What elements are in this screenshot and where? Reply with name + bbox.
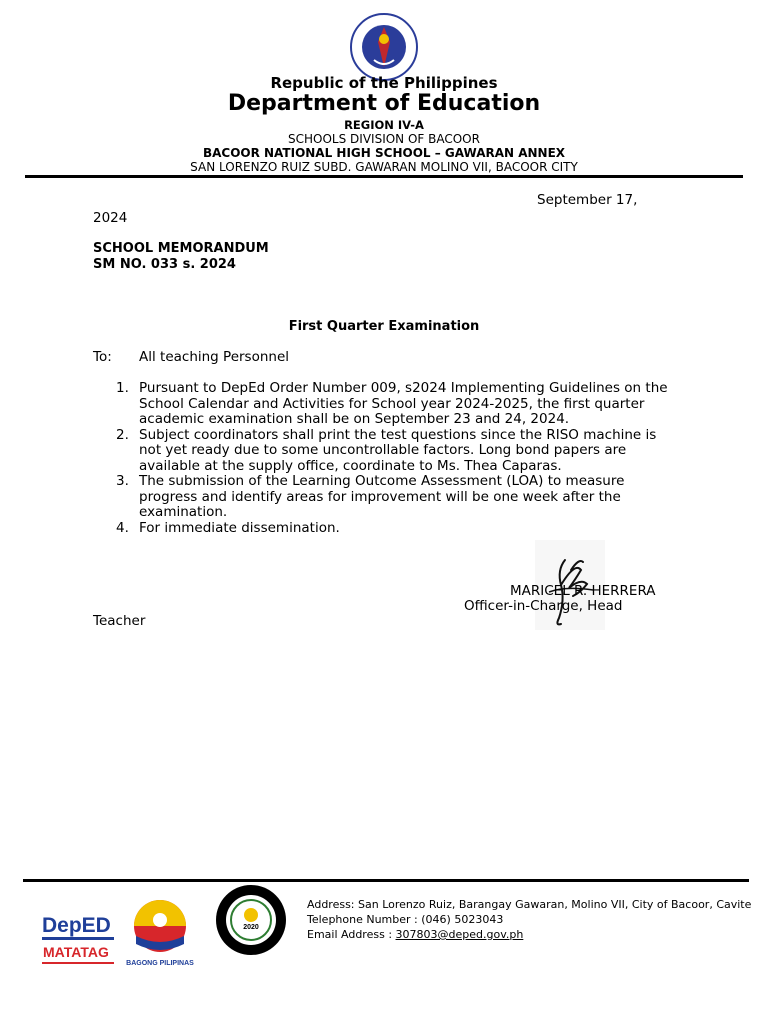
item-number: 2. <box>116 426 129 443</box>
item-number: 4. <box>116 519 129 536</box>
svg-text:BAGONG PILIPINAS: BAGONG PILIPINAS <box>126 960 194 967</box>
signatory-title-cont: Teacher <box>93 613 146 629</box>
footer-telephone: Telephone Number : (046) 5023043 <box>307 913 504 926</box>
region-line: REGION IV-A <box>344 118 424 132</box>
footer-divider <box>23 879 749 882</box>
department-title: Department of Education <box>227 91 541 116</box>
footer-contact <box>307 897 751 942</box>
memo-item <box>93 381 678 428</box>
svg-text:MATATAG: MATATAG <box>43 944 109 960</box>
footer-address: Address: San Lorenzo Ruiz, Barangay Gawaran, Molino VII, City of Bacoor, Cavite <box>307 898 752 911</box>
memo-heading: SCHOOL MEMORANDUM <box>93 241 269 256</box>
school-name: BACOOR NATIONAL HIGH SCHOOL – GAWARAN ANNEX <box>202 146 566 160</box>
memo-heading-block <box>93 241 269 273</box>
to-recipients: All teaching Personnel <box>139 349 290 365</box>
item-text: Subject coordinators shall print the test questions since the RISO machine is not yet ready due to some uncontrollable factors. Long bond papers are available at the supply office, coordinate to Ms. Thea Caparas. <box>139 426 657 474</box>
memo-item <box>93 428 678 475</box>
item-number: 1. <box>116 380 129 396</box>
item-text: Pursuant to DepEd Order Number 009, s2024 Implementing Guidelines on the School Calendar and Activities for School year 2024-2025, the first quarter academic examination shall be on September 23 and 24, 2024. <box>139 380 668 427</box>
footer-email-link[interactable]: 307803@deped.gov.ph <box>395 928 524 941</box>
deped-matatag-logo <box>40 902 118 966</box>
school-seal <box>214 884 288 956</box>
memo-number: SM NO. 033 s. 2024 <box>93 257 236 272</box>
item-text: The submission of the Learning Outcome Assessment (LOA) to measure progress and identify areas for improvement will be one week after the examination. <box>139 473 625 520</box>
memo-date-line2: 2024 <box>93 210 128 226</box>
memo-subject: First Quarter Examination <box>288 319 480 334</box>
item-text: For immediate dissemination. <box>139 519 340 536</box>
to-label: To: <box>93 349 112 365</box>
school-address: SAN LORENZO RUIZ SUBD. GAWARAN MOLINO VII, BACOOR CITY <box>190 160 578 174</box>
memo-items <box>93 381 678 536</box>
republic-line: Republic of the Philippines <box>270 74 498 92</box>
header-divider <box>25 175 743 178</box>
footer-email-line <box>307 927 751 942</box>
signatory-name: MARICEL R. HERRERA <box>510 583 656 599</box>
deped-seal <box>346 12 422 82</box>
memo-date-line1: September 17, <box>537 192 638 208</box>
svg-text:2020: 2020 <box>243 924 259 931</box>
footer-email-label: Email Address : <box>307 928 396 941</box>
division-line: SCHOOLS DIVISION OF BACOOR <box>288 132 480 146</box>
memo-item <box>93 521 678 537</box>
bagong-pilipinas-logo <box>122 896 198 968</box>
svg-text:DepED: DepED <box>42 914 111 937</box>
memo-item <box>93 474 678 521</box>
item-number: 3. <box>116 473 129 489</box>
signatory-title: Officer-in-Charge, Head <box>464 598 623 614</box>
